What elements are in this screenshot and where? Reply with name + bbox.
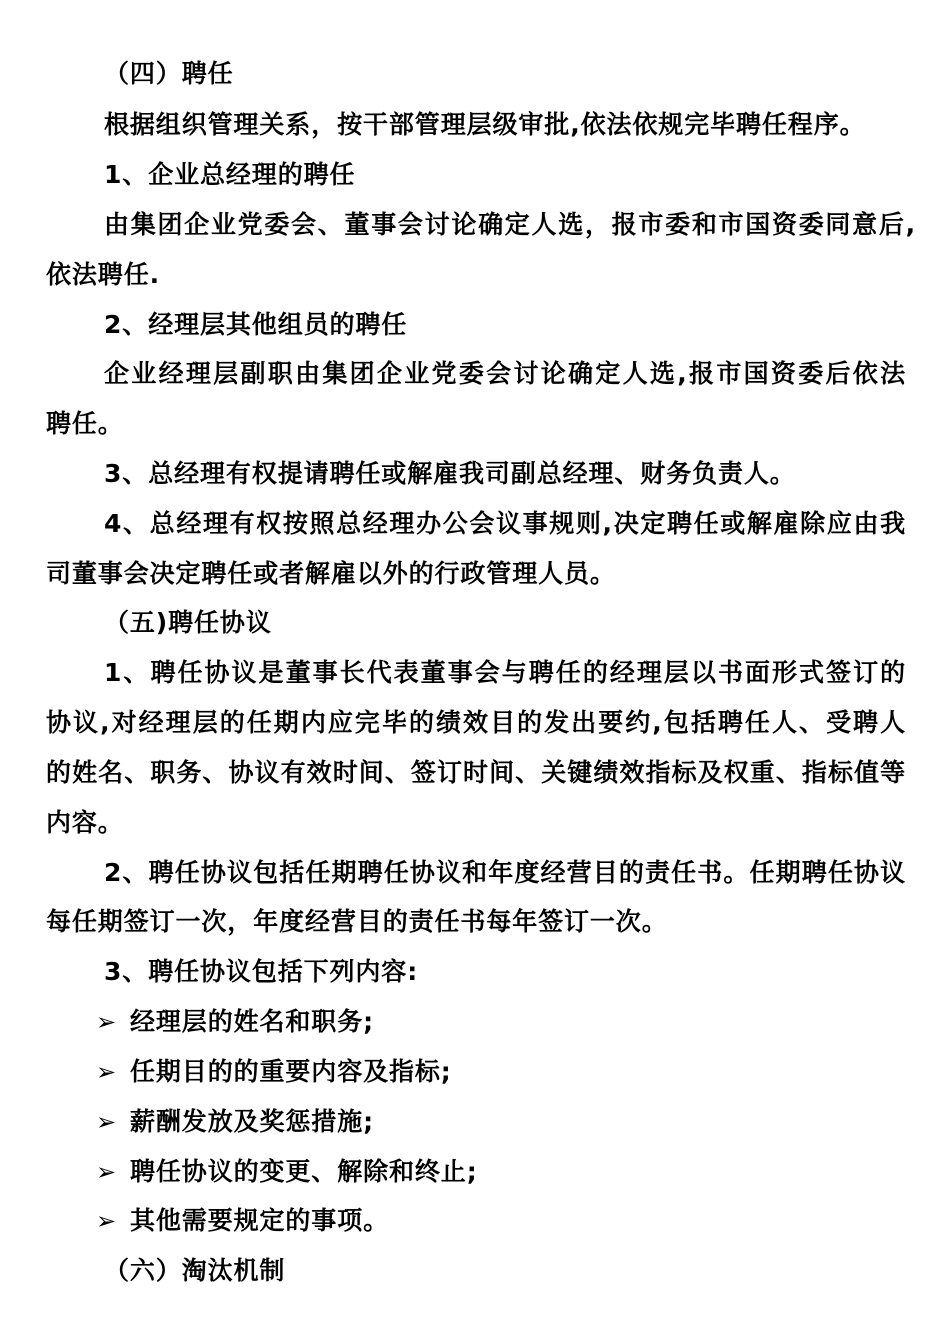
agreement2-line1: 2、聘任协议包括任期聘任协议和年度经营目的责任书。任期聘任协议 — [104, 858, 906, 887]
list-item — [96, 1055, 452, 1089]
section-heading-four: （四）聘任 — [104, 59, 234, 88]
agreement2-line2: 每任期签订一次，年度经营目的责任书每年签订一次。 — [46, 907, 668, 936]
section-heading-six: （六）淘汰机制 — [104, 1256, 286, 1285]
item1-body-line2: 依法聘任. — [46, 260, 160, 289]
item2-body-line1: 企业经理层副职由集团企业党委会讨论确定人选,报市国资委后依法 — [104, 359, 906, 388]
bullet-arrow-icon: ➢ — [96, 1158, 118, 1186]
bullet-arrow-icon: ➢ — [96, 1008, 118, 1036]
list-item-text: 聘任协议的变更、解除和终止; — [130, 1157, 478, 1186]
bullet-arrow-icon: ➢ — [96, 1207, 118, 1235]
agreement3-title: 3、聘任协议包括下列内容: — [104, 957, 419, 986]
item1-title: 1、企业总经理的聘任 — [104, 160, 356, 189]
list-item — [96, 1204, 389, 1238]
list-item-text: 其他需要规定的事项。 — [130, 1206, 390, 1235]
agreement1-line3: 的姓名、职务、协议有效时间、签订时间、关键绩效指标及权重、指标值等 — [46, 758, 906, 787]
item1-body-line1: 由集团企业党委会、董事会讨论确定人选，报市委和市国资委同意后, — [104, 210, 916, 239]
item2-body-line2: 聘任。 — [46, 409, 124, 438]
item4-line1: 4、总经理有权按照总经理办公会议事规则,决定聘任或解雇除应由我 — [104, 509, 906, 538]
agreement1-line2: 协议,对经理层的任期内应完毕的绩效目的发出要约,包括聘任人、受聘人 — [46, 708, 906, 737]
agreement1-line4: 内容。 — [46, 808, 124, 837]
list-item — [96, 1155, 478, 1189]
item2-title: 2、经理层其他组员的聘任 — [104, 310, 408, 339]
list-item-text: 经理层的姓名和职务; — [130, 1007, 374, 1036]
agreement1-line1: 1、聘任协议是董事长代表董事会与聘任的经理层以书面形式签订的 — [104, 658, 906, 687]
bullet-arrow-icon: ➢ — [96, 1058, 118, 1086]
list-item-text: 任期目的的重要内容及指标; — [130, 1057, 452, 1086]
intro-paragraph: 根据组织管理关系，按干部管理层级审批,依法依规完毕聘任程序。 — [104, 110, 866, 139]
item4-line2: 司董事会决定聘任或者解雇以外的行政管理人员。 — [46, 559, 616, 588]
section-heading-five: （五)聘任协议 — [104, 608, 272, 637]
list-item — [96, 1005, 374, 1039]
item3-paragraph: 3、总经理有权提请聘任或解雇我司副总经理、财务负责人。 — [104, 459, 796, 488]
list-item-text: 薪酬发放及奖惩措施; — [130, 1107, 374, 1136]
bullet-arrow-icon: ➢ — [96, 1108, 118, 1136]
list-item — [96, 1105, 374, 1139]
